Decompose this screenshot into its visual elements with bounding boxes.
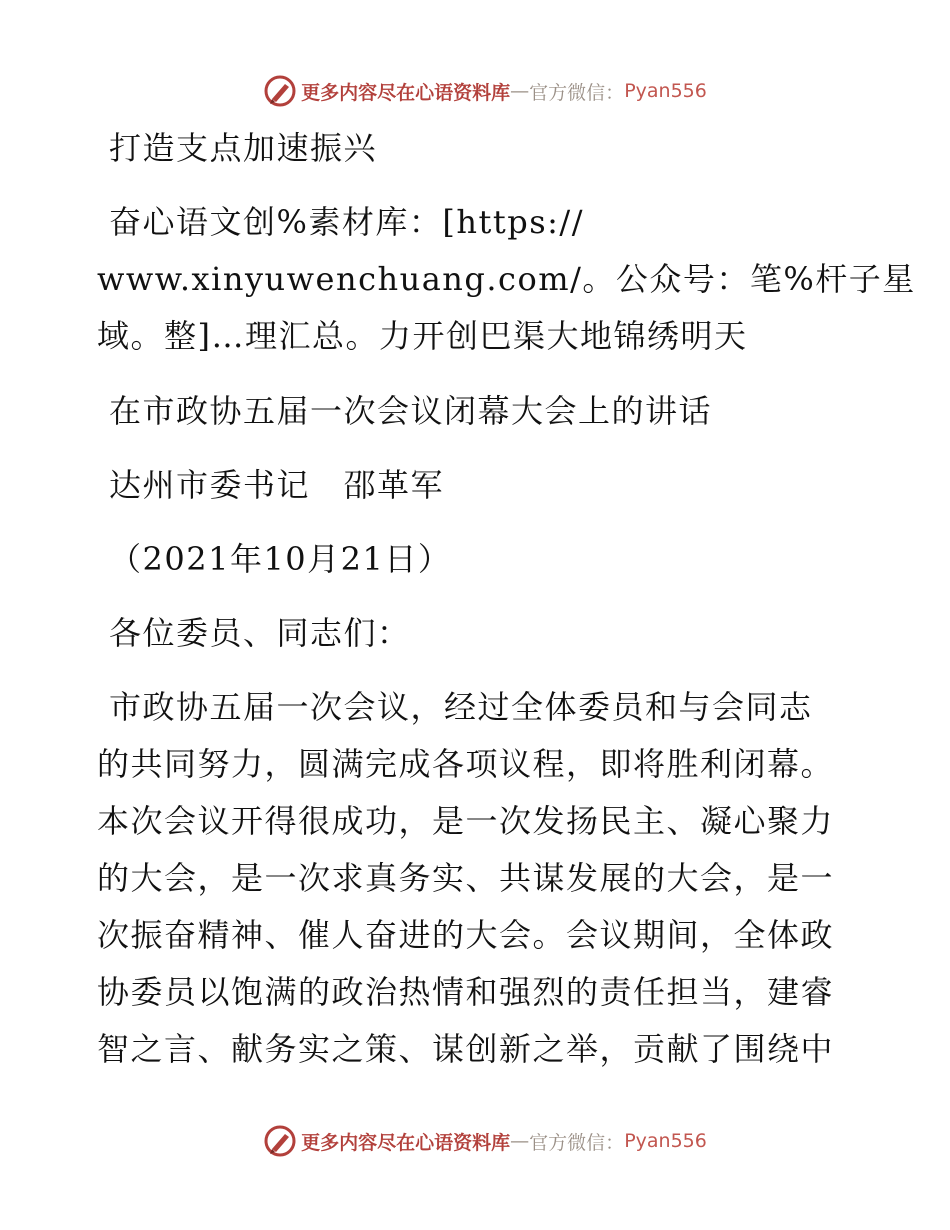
doc-subtitle: 在市政协五届一次会议闭幕大会上的讲话 <box>109 392 713 430</box>
watermark-id: Pyan556 <box>624 80 707 102</box>
watermark-id: Pyan556 <box>624 1130 707 1152</box>
watermark-main-text: 更多内容尽在心语资料库 <box>301 1131 511 1154</box>
doc-paragraph-line: 市政协五届一次会议，经过全体委员和与会同志 <box>109 688 813 726</box>
doc-date: （2021年10月21日） <box>109 540 452 578</box>
doc-paragraph-line: 次振奋精神、催人奋进的大会。会议期间，全体政 <box>97 916 835 954</box>
doc-paragraph-line: 的共同努力，圆满完成各项议程，即将胜利闭幕。 <box>97 745 835 783</box>
doc-salutation: 各位委员、同志们： <box>109 614 411 652</box>
doc-paragraph-line: 智之言、献务实之策、谋创新之举，贡献了围绕中 <box>97 1030 835 1068</box>
pen-logo-icon <box>263 1124 297 1158</box>
watermark-main-text: 更多内容尽在心语资料库 <box>301 81 511 104</box>
watermark-dash: — <box>510 1130 530 1152</box>
footer-watermark <box>0 1121 950 1161</box>
doc-title: 打造支点加速振兴 <box>109 129 378 167</box>
doc-line: 域。整]…理汇总。力开创巴渠大地锦绣明天 <box>97 317 748 355</box>
doc-line: www.xinyuwenchuang.com/。公众号：笔%杆子星 <box>97 260 916 298</box>
doc-author: 达州市委书记 邵革军 <box>109 466 445 504</box>
watermark-label: 官方微信： <box>529 1131 625 1154</box>
header-watermark <box>0 71 950 111</box>
watermark-dash: — <box>510 80 530 102</box>
watermark-label: 官方微信： <box>529 81 625 104</box>
doc-line: 奋心语文创%素材库：[https:// <box>109 203 584 241</box>
doc-paragraph-line: 本次会议开得很成功，是一次发扬民主、凝心聚力 <box>97 802 835 840</box>
doc-paragraph-line: 的大会，是一次求真务实、共谋发展的大会，是一 <box>97 859 835 897</box>
doc-paragraph-line: 协委员以饱满的政治热情和强烈的责任担当，建睿 <box>97 973 835 1011</box>
pen-logo-icon <box>263 74 297 108</box>
